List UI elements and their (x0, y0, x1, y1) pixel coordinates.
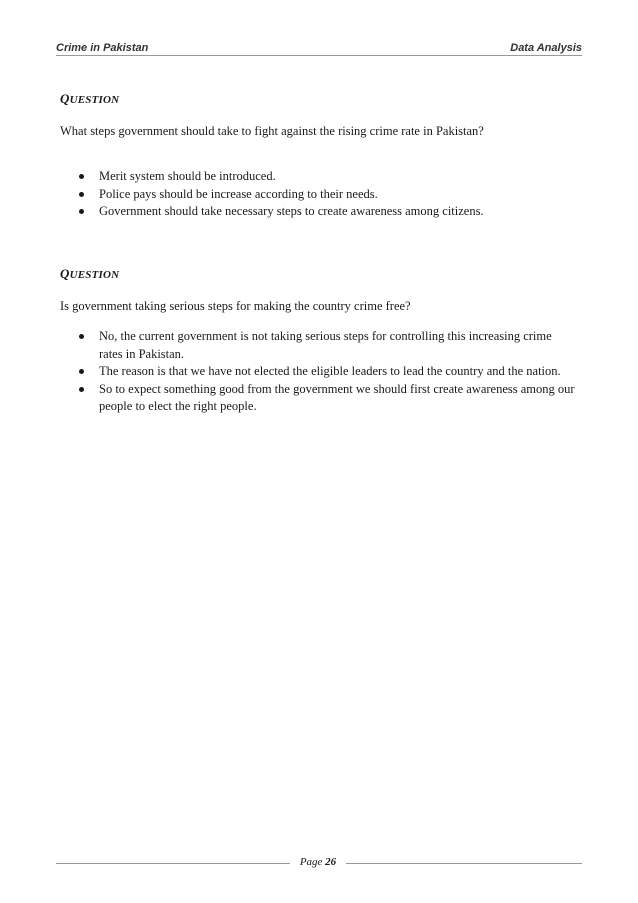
question-text-2: Is government taking serious steps for making the country crime free? (60, 299, 411, 313)
answer-list-2 (60, 328, 575, 416)
list-item: The reason is that we have not elected the eligible leaders to lead the country and the nation. (60, 363, 575, 381)
question-text (60, 123, 580, 139)
header-divider (56, 55, 582, 56)
bullet-icon (79, 369, 84, 374)
question-section-2 (60, 266, 580, 282)
question-section-1 (60, 91, 580, 107)
question-text-1: What steps government should take to fight against the rising crime rate in Pakistan? (60, 124, 484, 138)
bullet-icon (79, 209, 84, 214)
list-item: So to expect something good from the government we should first create awareness among our people to elect the right people. (60, 381, 575, 416)
question-text (60, 298, 580, 314)
bullet-icon (79, 174, 84, 179)
footer-divider-right (346, 863, 582, 864)
page-number-value: 26 (325, 856, 337, 868)
question-heading: QUESTION (60, 91, 120, 106)
list-item: Merit system should be introduced. (60, 168, 580, 186)
bullet-icon (79, 334, 84, 339)
list-item: Police pays should be increase according to their needs. (60, 186, 580, 204)
list-item: Government should take necessary steps to create awareness among citizens. (60, 203, 580, 221)
header-title: Crime in Pakistan (56, 42, 149, 54)
answer-list-1 (60, 168, 580, 221)
question-heading: QUESTION (60, 266, 120, 281)
header-section: Data Analysis (510, 42, 582, 54)
list-item: No, the current government is not taking serious steps for controlling this increasing crime rates in Pakistan. (60, 328, 575, 363)
bullet-icon (79, 192, 84, 197)
page-number: Page 26 (299, 856, 337, 868)
page-header (56, 40, 582, 54)
footer-divider-left (56, 863, 290, 864)
bullet-icon (79, 387, 84, 392)
